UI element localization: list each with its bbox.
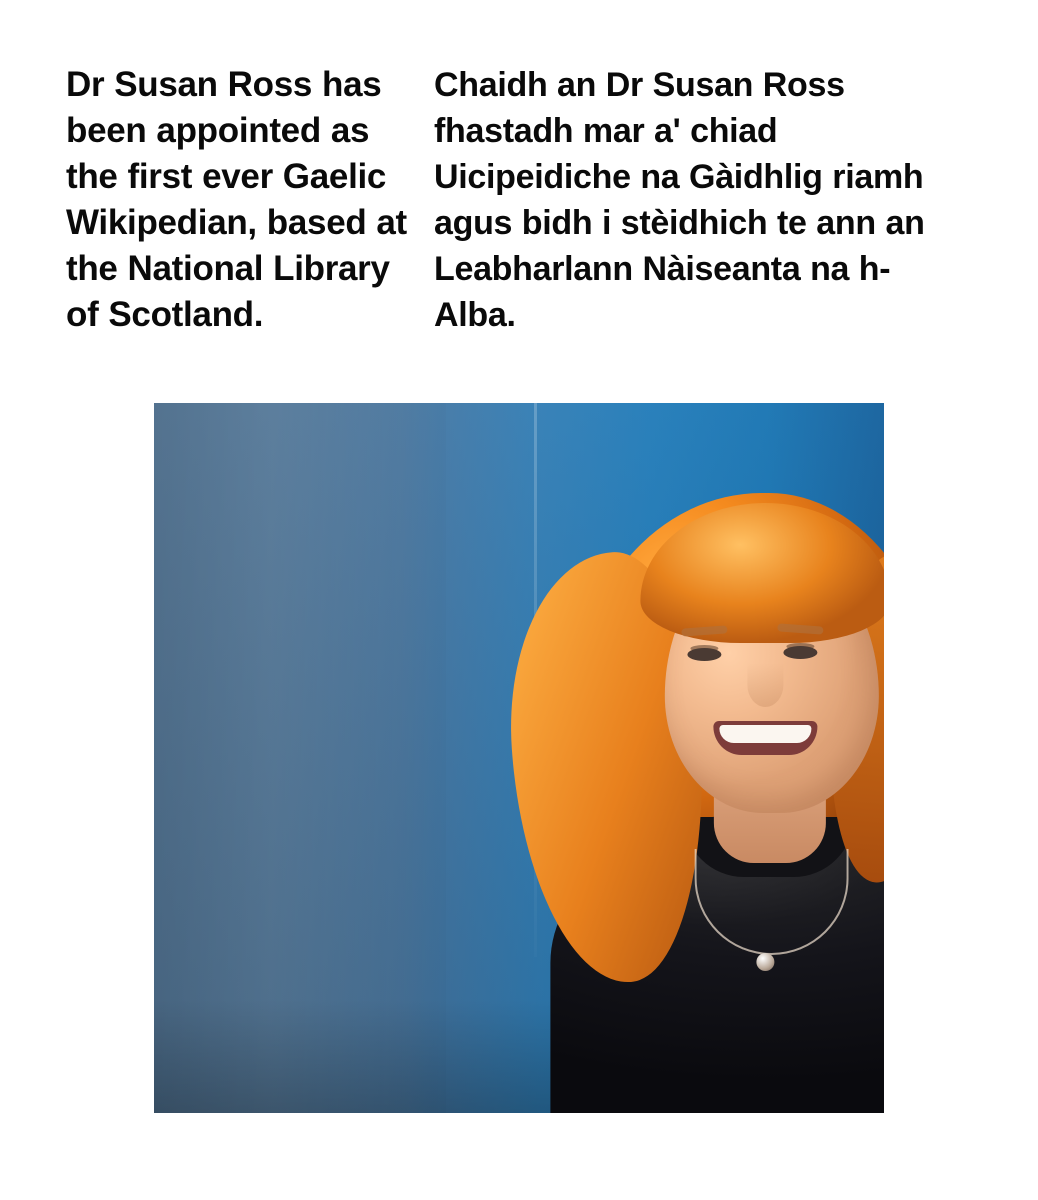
gaelic-column (430, 62, 990, 338)
english-headline: Dr Susan Ross has been appointed as the first ever Gaelic Wikipedian, based at the National Library of Scotland. (66, 65, 407, 334)
nose (747, 663, 783, 707)
teeth (720, 725, 812, 743)
photo-background-wall (154, 403, 884, 1113)
gaelic-headline: Chaidh an Dr Susan Ross fhastadh mar a' chiad Uicipeidiche na Gàidhlig riamh agus bidh i stèidhich te ann an Leabharlann Nàiseanta na h-Alba. (434, 66, 925, 334)
eye-right (783, 646, 817, 659)
eye-left (687, 648, 721, 661)
necklace-pendant (756, 953, 774, 971)
english-column (0, 62, 430, 338)
bilingual-text-block (0, 62, 1038, 338)
photo-subject (485, 513, 884, 1113)
smiling-mouth (713, 721, 817, 755)
portrait-photo (154, 403, 884, 1113)
